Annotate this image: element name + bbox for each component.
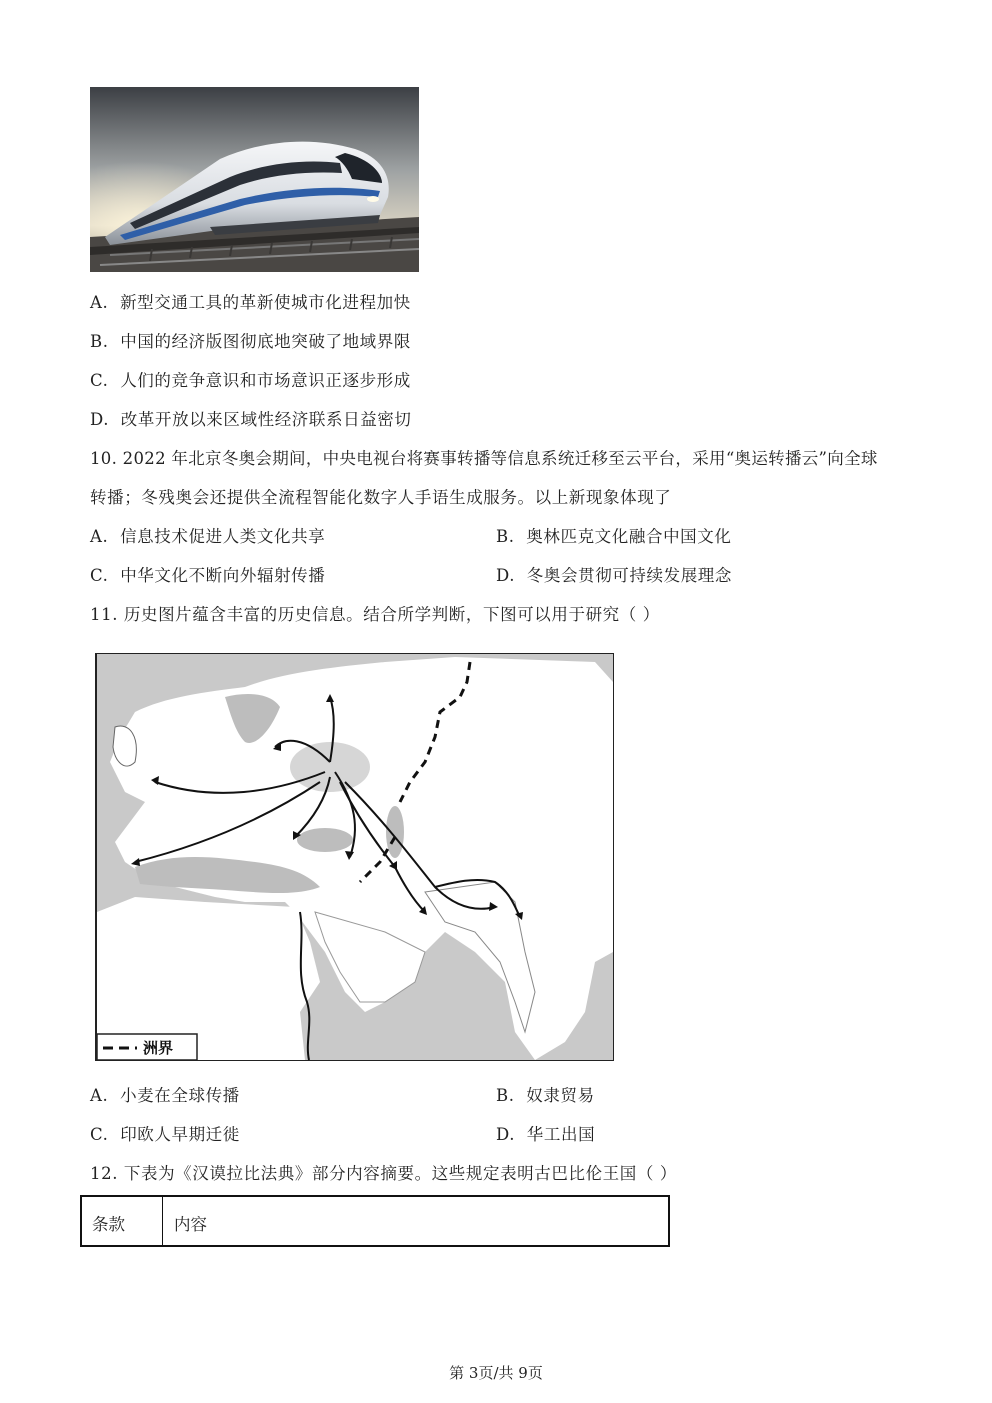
table-divider [162, 1197, 163, 1245]
q10-option-a: A. 信息技术促进人类文化共享 [90, 527, 326, 546]
q10-stem-line1: 10. 2022 年北京冬奥会期间，中央电视台将赛事转播等信息系统迁移至云平台，采用“奥运转播云”向全球 [90, 449, 878, 468]
q10-option-d: D. 冬奥会贯彻可持续发展理念 [496, 566, 732, 585]
table-header-content: 内容 [174, 1215, 207, 1234]
q12-stem: 12. 下表为《汉谟拉比法典》部分内容摘要。这些规定表明古巴比伦王国（ ） [90, 1164, 677, 1183]
page-footer: 第 3页/共 9页 [449, 1364, 543, 1382]
high-speed-train-photo [90, 87, 419, 272]
q10-stem-line2: 转播；冬残奥会还提供全流程智能化数字人手语生成服务。以上新现象体现了 [90, 488, 672, 507]
q11-stem: 11. 历史图片蕴含丰富的历史信息。结合所学判断，下图可以用于研究（ ） [90, 605, 660, 624]
q9-option-b: B. 中国的经济版图彻底地突破了地域界限 [90, 332, 411, 351]
hammurabi-table [80, 1195, 670, 1247]
map-legend-label: 洲界 [143, 1040, 174, 1057]
q11-option-c: C. 印欧人早期迁徙 [90, 1125, 240, 1144]
q10-option-b: B. 奥林匹克文化融合中国文化 [496, 527, 732, 546]
q10-option-c: C. 中华文化不断向外辐射传播 [90, 566, 326, 585]
q9-option-c: C. 人们的竞争意识和市场意识正逐步形成 [90, 371, 411, 390]
q9-option-d: D. 改革开放以来区域性经济联系日益密切 [90, 410, 412, 429]
q11-option-d: D. 华工出国 [496, 1125, 596, 1144]
migration-map [95, 652, 615, 1062]
table-header-clause: 条款 [92, 1215, 125, 1234]
q9-option-a: A. 新型交通工具的革新使城市化进程加快 [90, 293, 411, 312]
q11-option-b: B. 奴隶贸易 [496, 1086, 595, 1105]
q11-option-a: A. 小麦在全球传播 [90, 1086, 240, 1105]
